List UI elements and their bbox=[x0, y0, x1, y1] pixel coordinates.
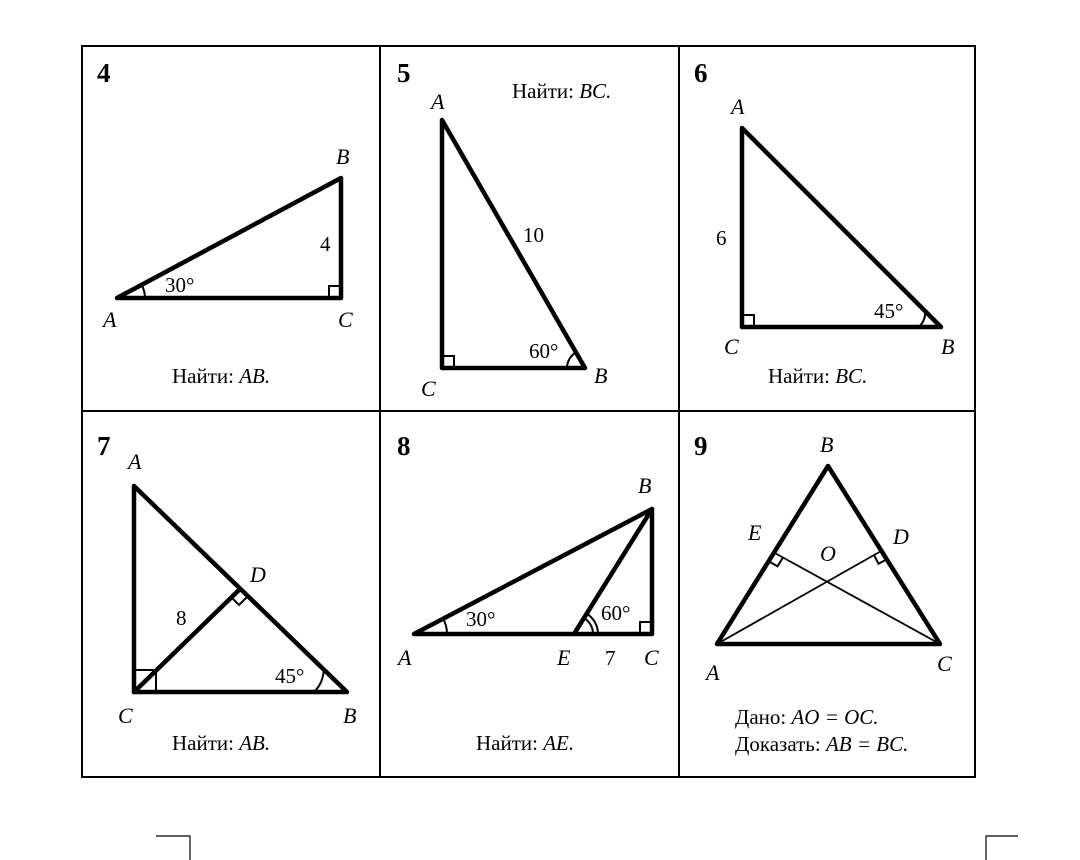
angle-arc bbox=[314, 669, 324, 692]
side-label: 7 bbox=[605, 646, 616, 670]
given-label: Дано: bbox=[735, 705, 787, 729]
task-value: AB. bbox=[239, 364, 271, 388]
task-label: Найти: bbox=[768, 364, 830, 388]
point-label-b: B bbox=[336, 144, 350, 169]
task-text bbox=[768, 364, 867, 388]
point-label-c: C bbox=[644, 645, 659, 670]
segment-ad bbox=[717, 550, 883, 644]
problem-number: 5 bbox=[397, 58, 411, 88]
task-label: Найти: bbox=[172, 364, 234, 388]
point-label-d: D bbox=[250, 562, 266, 587]
task-label: Найти: bbox=[512, 79, 574, 103]
given-text bbox=[735, 705, 879, 729]
problem-6 bbox=[694, 58, 954, 388]
problem-5 bbox=[397, 58, 611, 401]
problem-8 bbox=[396, 431, 659, 755]
task-text bbox=[512, 79, 611, 103]
point-label-c: C bbox=[338, 307, 353, 332]
problem-number: 7 bbox=[97, 431, 111, 461]
point-label-a: A bbox=[731, 94, 745, 119]
point-label-a: A bbox=[431, 89, 445, 114]
point-label-b: B bbox=[638, 473, 652, 498]
corner-mark-left bbox=[156, 836, 190, 860]
side-label: 10 bbox=[523, 223, 544, 247]
point-label-c: C bbox=[421, 376, 436, 401]
corner-mark-right bbox=[986, 836, 1018, 860]
angle-label: 30° bbox=[466, 607, 496, 631]
task-label: Найти: bbox=[476, 731, 538, 755]
prove-value: AB = BC. bbox=[825, 732, 909, 756]
point-label-a: A bbox=[706, 660, 720, 685]
point-label-a: A bbox=[103, 307, 117, 332]
problem-number: 8 bbox=[397, 431, 411, 461]
problem-grid bbox=[82, 46, 975, 777]
triangle bbox=[442, 120, 585, 368]
point-label-d: D bbox=[893, 524, 909, 549]
task-value: AE. bbox=[543, 731, 575, 755]
task-text bbox=[172, 364, 270, 388]
angle-label: 45° bbox=[874, 299, 904, 323]
problem-number: 4 bbox=[97, 58, 111, 88]
prove-label: Доказать: bbox=[735, 732, 821, 756]
angle-label: 60° bbox=[601, 601, 631, 625]
altitude-cd bbox=[134, 589, 240, 692]
task-text bbox=[476, 731, 574, 755]
problem-7 bbox=[97, 431, 356, 755]
problem-4 bbox=[97, 58, 353, 388]
task-value: BC. bbox=[835, 364, 868, 388]
triangle bbox=[742, 128, 941, 327]
angle-label: 60° bbox=[529, 339, 559, 363]
task-value: BC. bbox=[579, 79, 612, 103]
point-label-b: B bbox=[941, 334, 955, 359]
angle-arc bbox=[584, 618, 593, 634]
task-value: AB. bbox=[239, 731, 271, 755]
point-label-e: E bbox=[557, 645, 571, 670]
problem-number: 9 bbox=[694, 431, 708, 461]
point-label-b: B bbox=[594, 363, 608, 388]
point-label-b: B bbox=[343, 703, 357, 728]
point-label-c: C bbox=[118, 703, 133, 728]
side-label: 4 bbox=[320, 232, 331, 256]
angle-arc bbox=[919, 311, 925, 327]
triangle bbox=[117, 178, 341, 298]
angle-label: 30° bbox=[165, 273, 195, 297]
page-corner-marks bbox=[156, 836, 1018, 860]
given-value: AO = OC. bbox=[791, 705, 879, 729]
side-label: 8 bbox=[176, 606, 187, 630]
task-text bbox=[172, 731, 270, 755]
point-label-e: E bbox=[748, 520, 762, 545]
point-label-a: A bbox=[398, 645, 412, 670]
right-angle-mark bbox=[232, 597, 248, 605]
problem-9 bbox=[694, 431, 952, 756]
angle-label: 45° bbox=[275, 664, 305, 688]
prove-text bbox=[735, 732, 908, 756]
angle-arc bbox=[443, 619, 447, 634]
side-label: 6 bbox=[716, 226, 727, 250]
point-label-a: A bbox=[128, 449, 142, 474]
point-label-c: C bbox=[724, 334, 739, 359]
task-label: Найти: bbox=[172, 731, 234, 755]
point-label-b: B bbox=[820, 432, 834, 457]
point-label-o: O bbox=[820, 541, 836, 566]
point-label-c: C bbox=[937, 651, 952, 676]
problem-number: 6 bbox=[694, 58, 708, 88]
